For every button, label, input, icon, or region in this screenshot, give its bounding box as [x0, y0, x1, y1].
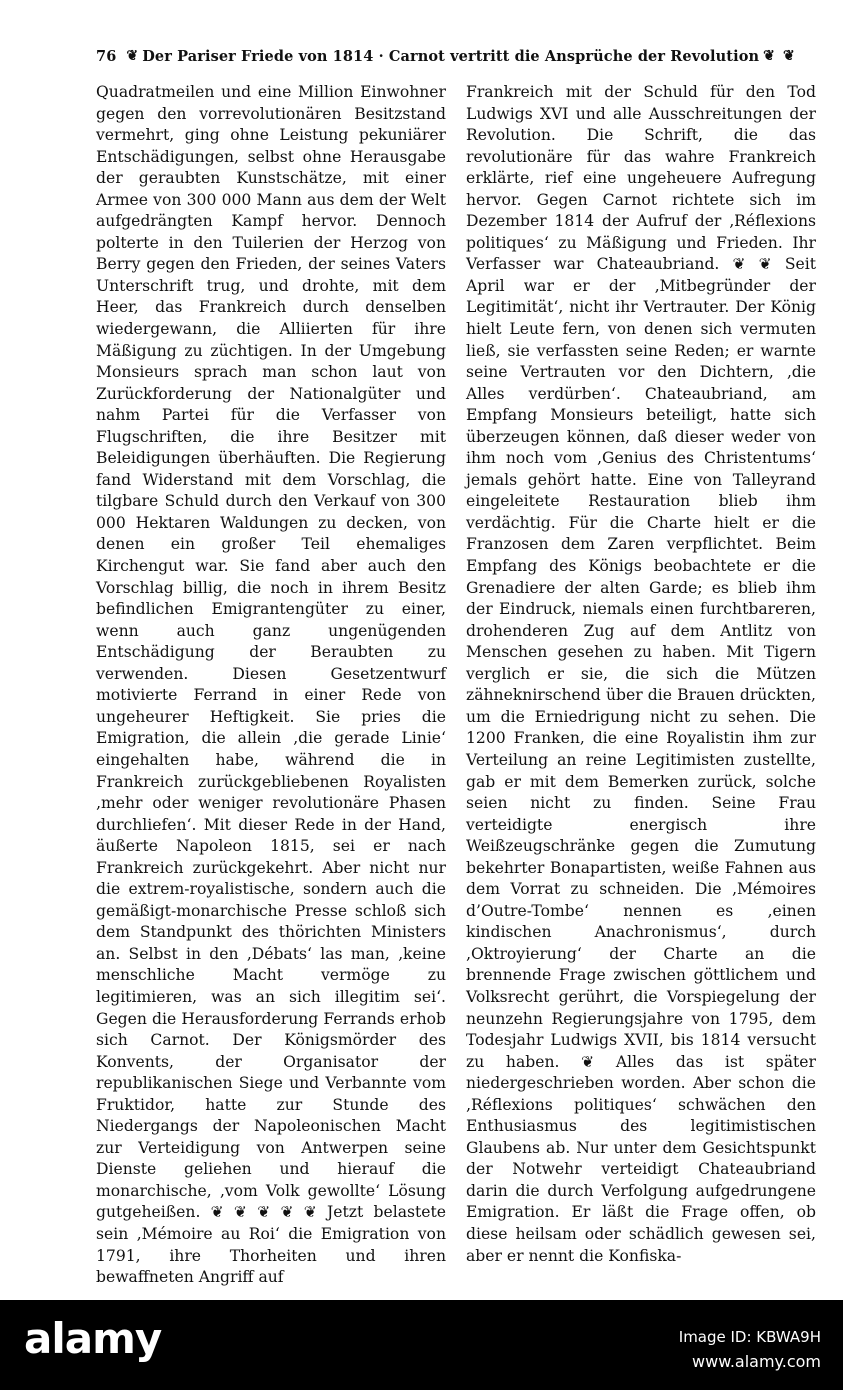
page-number: 76	[96, 47, 117, 65]
right-column	[466, 82, 816, 1267]
watermark-info	[679, 1328, 821, 1371]
ornament-icon: ❦	[763, 48, 775, 64]
right-column-text: Frankreich mit der Schuld für den Tod Ludwigs XVI und alle Ausschreitungen der Revolution. Die Schrift, die das revolutionäre für das wahre Frankreich erklärte, rief eine ungeheuere Aufregung hervor. Gegen Carnot richtete sich im Dezember 1814 der Aufruf der ‚Réflexions politiques‘ zu Mäßigung und Frieden. Ihr Verfasser war Chateaubriand. ❦ ❦ Seit April war er der ‚Mitbegründer der Legitimität‘, nicht ihr Vertrauter. Der König hielt Leute fern, von denen sich vermuten ließ, sie verfassten seine Reden; er warnte seine Vertrauten vor den Dichtern, ‚die Alles verdürben‘. Chateaubriand, am Empfang Monsieurs beteiligt, hatte sich überzeugen können, daß dieser weder von ihm noch vom ‚Genius des Christentums‘ jemals gehört hatte. Eine von Talleyrand eingeleitete Restauration blieb ihm verdächtig. Für die Charte hielt er die Franzosen dem Zaren verpflichtet. Beim Empfang des Königs beobachtete er die Grenadiere der alten Garde; es blieb ihm der Eindruck, niemals einen furchtbareren, drohenderen Zug auf dem Antlitz von Menschen gesehen zu haben. Mit Tigern verglich er sie, die sich die Mützen zähneknirschend über die Brauen drückten, um die Erniedrigung nicht zu sehen. Die 1200 Franken, die eine Royalistin ihm zur Verteilung an reine Legitimisten zustellte, gab er mit dem Bemerken zurück, solche seien nicht zu finden. Seine Frau verteidigte energisch ihre Weißzeugschränke gegen die Zumutung bekehrter Bonapartisten, weiße Fahnen aus dem Vorrat zu schneiden. Die ‚Mémoires d’Outre-Tombe‘ nennen es ‚einen kindischen Anachronismus‘, durch ‚Oktroyierung‘ der Charte an die brennende Frage zwischen göttlichem und Volksrecht gerührt, die Vorspiegelung der neunzehn Regierungsjahre von 1795, dem Todesjahr Ludwigs XVII, bis 1814 versucht zu haben. ❦ Alles das ist später niedergeschrieben worden. Aber schon die ‚Réflexions politiques‘ schwächen den Enthusiasmus des legitimistischen Glaubens ab. Nur unter dem Gesichtspunkt der Notwehr verteidigt Chateaubriand darin die durch Verfolgung aufgedrungene Emigration. Er läßt die Frage offen, ob diese heilsam oder schädlich gewesen sei, aber er nennt die Konfiska-	[466, 83, 816, 1265]
image-id: Image ID: KBWA9H	[678, 1328, 821, 1346]
ornament-icon: ❦	[782, 48, 795, 64]
left-column	[96, 82, 446, 1289]
left-column-text: Quadratmeilen und eine Million Einwohner gegen den vorrevolutionären Besitzstand vermehrt, ging ohne Leistung pekuniärer Entschädigungen, selbst ohne Herausgabe der geraubten Kunstschätze, mit einer Armee von 300 000 Mann aus dem der Welt aufgedrängten Kampf hervor. Dennoch polterte in den Tuilerien der Herzog von Berry gegen den Frieden, der seines Vaters Unterschrift trug, und drohte, mit dem Heer, das Frankreich durch denselben wiedergewann, die Alliierten für ihre Mäßigung zu züchtigen. In der Umgebung Monsieurs sprach man schon laut von Zurückforderung der Nationalgüter und nahm Partei für die Verfasser von Flugschriften, die ihre Besitzer mit Beleidigungen überhäuften. Die Regierung fand Widerstand mit dem Vorschlag, die tilgbare Schuld durch den Verkauf von 300 000 Hektaren Waldungen zu decken, von denen ein großer Teil ehemaliges Kirchengut war. Sie fand aber auch den Vorschlag billig, die noch in ihrem Besitz befindlichen Emigrantengüter zu einer, wenn auch ganz ungenügenden Entschädigung der Beraubten zu verwenden. Diesen Gesetzentwurf motivierte Ferrand in einer Rede von ungeheurer Heftigkeit. Sie pries die Emigration, die allein ‚die gerade Linie‘ eingehalten habe, während die in Frankreich zurückgebliebenen Royalisten ‚mehr oder weniger revolutionäre Phasen durchliefen‘. Mit dieser Rede in der Hand, äußerte Napoleon 1815, sei er nach Frankreich zurückgekehrt. Aber nicht nur die extrem-royalistische, sondern auch die gemäßigt-monarchische Presse schloß sich dem Standpunkt des thörichten Ministers an. Selbst in den ‚Débats‘ las man, ‚keine menschliche Macht vermöge zu legitimieren, was an sich illegitim sei‘. Gegen die Herausforderung Ferrands erhob sich Carnot. Der Königsmörder des Konvents, der Organisator der republikanischen Siege und Verbannte vom Fruktidor, hatte zur Stunde des Niedergangs der Napoleonischen Macht zur Verteidigung von Antwerpen seine Dienste geliehen und hierauf die monarchische, ‚vom Volk gewollte‘ Lösung gutgeheißen. ❦ ❦ ❦ ❦ ❦ Jetzt belastete sein ‚Mémoire au Roi‘ die Emigration von 1791, ihre Thorheiten und ihren bewaffneten Angriff auf	[96, 83, 446, 1287]
stock-watermark-bar	[0, 1300, 843, 1390]
alamy-logo: alamy	[24, 1314, 162, 1363]
ornament-icon: ❦	[126, 48, 139, 64]
watermark-url: www.alamy.com	[692, 1352, 821, 1371]
running-title: Der Pariser Friede von 1814 · Carnot vertritt die Ansprüche der Revolution	[142, 47, 760, 65]
running-header	[96, 44, 796, 68]
